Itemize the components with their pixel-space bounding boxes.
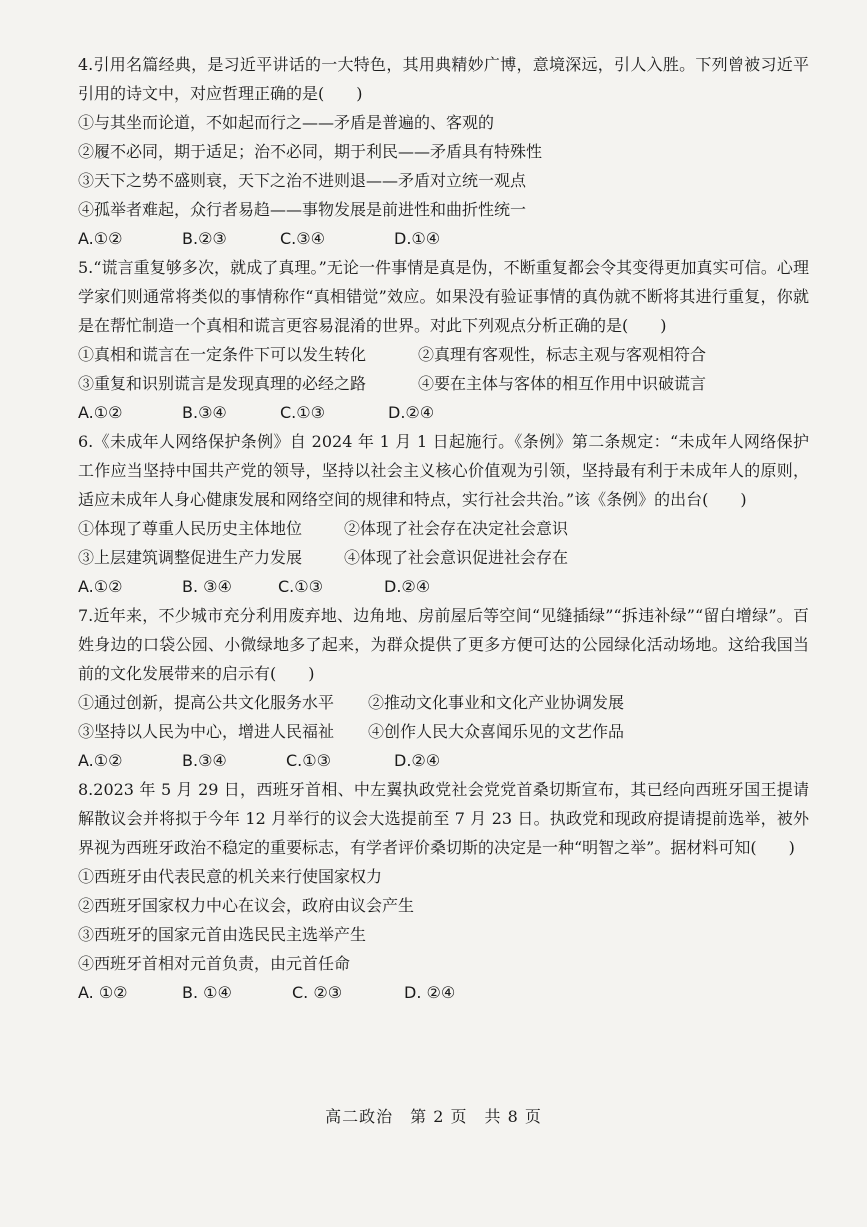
answer-d: D.①④ xyxy=(394,229,441,248)
question-6-option-3: ③上层建筑调整促进生产力发展 xyxy=(78,548,303,567)
question-5-option-3: ③重复和识别谎言是发现真理的必经之路 xyxy=(78,374,367,393)
question-4-answers xyxy=(78,224,809,253)
answer-b: B. ③④ xyxy=(182,577,232,596)
question-4-option-2: ②履不必同，期于适足；治不必同，期于利民——矛盾具有特殊性 xyxy=(78,142,543,161)
answer-d: D. ②④ xyxy=(404,983,456,1002)
question-4-option-1: ①与其坐而论道，不如起而行之——矛盾是普遍的、客观的 xyxy=(78,113,495,132)
question-8-option-1: ①西班牙由代表民意的机关来行使国家权力 xyxy=(78,867,383,886)
question-6-option-2: ②体现了社会存在决定社会意识 xyxy=(344,519,569,538)
question-8-stem: 8.2023 年 5 月 29 日，西班牙首相、中左翼执政党社会党党首桑切斯宣布，其已经向西班牙国王提请解散议会并将拟于今年 12 月举行的议会大选提前至 7 月 23 日。执政党和现政府提请提前选举，被外界视为西班牙政治不稳定的重要标志，有学者评价桑切斯的决定是一种“明智之举”。据材料可知( ) xyxy=(78,780,809,857)
answer-a: A.①② xyxy=(78,577,123,596)
question-7-option-2: ②推动文化事业和文化产业协调发展 xyxy=(368,693,625,712)
answer-b: B.③④ xyxy=(182,403,227,422)
question-7-options-row-2 xyxy=(78,717,809,746)
question-5 xyxy=(78,253,809,427)
question-5-option-2: ②真理有客观性，标志主观与客观相符合 xyxy=(418,345,707,364)
question-7-option-1: ①通过创新，提高公共文化服务水平 xyxy=(78,693,335,712)
answer-a: A. ①② xyxy=(78,983,128,1002)
answer-c: C.③④ xyxy=(280,229,325,248)
question-5-options-row-1 xyxy=(78,340,809,369)
answer-d: D.②④ xyxy=(394,751,441,770)
answer-b: B.②③ xyxy=(182,229,227,248)
page-footer: 高二政治 第 2 页 共 8 页 xyxy=(325,1107,542,1126)
question-4-option-4: ④孤举者难起，众行者易趋——事物发展是前进性和曲折性统一 xyxy=(78,200,527,219)
question-4 xyxy=(78,50,809,253)
question-5-option-1: ①真相和谎言在一定条件下可以发生转化 xyxy=(78,345,367,364)
question-8-option-2: ②西班牙国家权力中心在议会，政府由议会产生 xyxy=(78,896,415,915)
question-5-options-row-2 xyxy=(78,369,809,398)
answer-b: B.③④ xyxy=(182,751,227,770)
question-8-option-4: ④西班牙首相对元首负责，由元首任命 xyxy=(78,954,351,973)
question-5-answers xyxy=(78,398,809,427)
question-7-option-3: ③坚持以人民为中心，增进人民福祉 xyxy=(78,722,335,741)
question-8-answers xyxy=(78,978,809,1007)
answer-d: D.②④ xyxy=(384,577,431,596)
question-6-option-4: ④体现了社会意识促进社会存在 xyxy=(344,548,569,567)
question-4-option-3: ③天下之势不盛则衰，天下之治不进则退——矛盾对立统一观点 xyxy=(78,171,527,190)
question-6-options-row-1 xyxy=(78,514,809,543)
answer-b: B. ①④ xyxy=(182,983,232,1002)
question-7-answers xyxy=(78,746,809,775)
question-4-stem: 4.引用名篇经典，是习近平讲话的一大特色，其用典精妙广博，意境深远，引人入胜。下列曾被习近平引用的诗文中，对应哲理正确的是( ) xyxy=(78,55,809,103)
question-8 xyxy=(78,775,809,1007)
question-5-option-4: ④要在主体与客体的相互作用中识破谎言 xyxy=(418,374,707,393)
question-8-option-3: ③西班牙的国家元首由选民民主选举产生 xyxy=(78,925,367,944)
question-6-answers xyxy=(78,572,809,601)
answer-a: A.①② xyxy=(78,229,123,248)
question-6-stem: 6.《未成年人网络保护条例》自 2024 年 1 月 1 日起施行。《条例》第二条规定：“未成年人网络保护工作应当坚持中国共产党的领导，坚持以社会主义核心价值观为引领，坚持最有利于未成年人的原则，适应未成年人身心健康发展和网络空间的规律和特点，实行社会共治。”该《条例》的出台( ) xyxy=(78,432,809,509)
question-7-option-4: ④创作人民大众喜闻乐见的文艺作品 xyxy=(368,722,625,741)
question-7 xyxy=(78,601,809,775)
question-6-options-row-2 xyxy=(78,543,809,572)
answer-c: C.①③ xyxy=(286,751,331,770)
question-5-stem: 5.“谎言重复够多次，就成了真理。”无论一件事情是真是伪，不断重复都会令其变得更加真实可信。心理学家们则通常将类似的事情称作“真相错觉”效应。如果没有验证事情的真伪就不断将其进行重复，你就是在帮忙制造一个真相和谎言更容易混淆的世界。对此下列观点分析正确的是( ) xyxy=(78,258,809,335)
answer-d: D.②④ xyxy=(388,403,435,422)
question-6 xyxy=(78,427,809,601)
answer-c: C.①③ xyxy=(278,577,323,596)
question-6-option-1: ①体现了尊重人民历史主体地位 xyxy=(78,519,303,538)
answer-a: A.①② xyxy=(78,403,123,422)
question-7-stem: 7.近年来，不少城市充分利用废弃地、边角地、房前屋后等空间“见缝插绿”“拆违补绿”“留白增绿”。百姓身边的口袋公园、小微绿地多了起来，为群众提供了更多方便可达的公园绿化活动场地。这给我国当前的文化发展带来的启示有( ) xyxy=(78,606,809,683)
question-7-options-row-1 xyxy=(78,688,809,717)
answer-a: A.①② xyxy=(78,751,123,770)
answer-c: C. ②③ xyxy=(292,983,343,1002)
answer-c: C.①③ xyxy=(280,403,325,422)
